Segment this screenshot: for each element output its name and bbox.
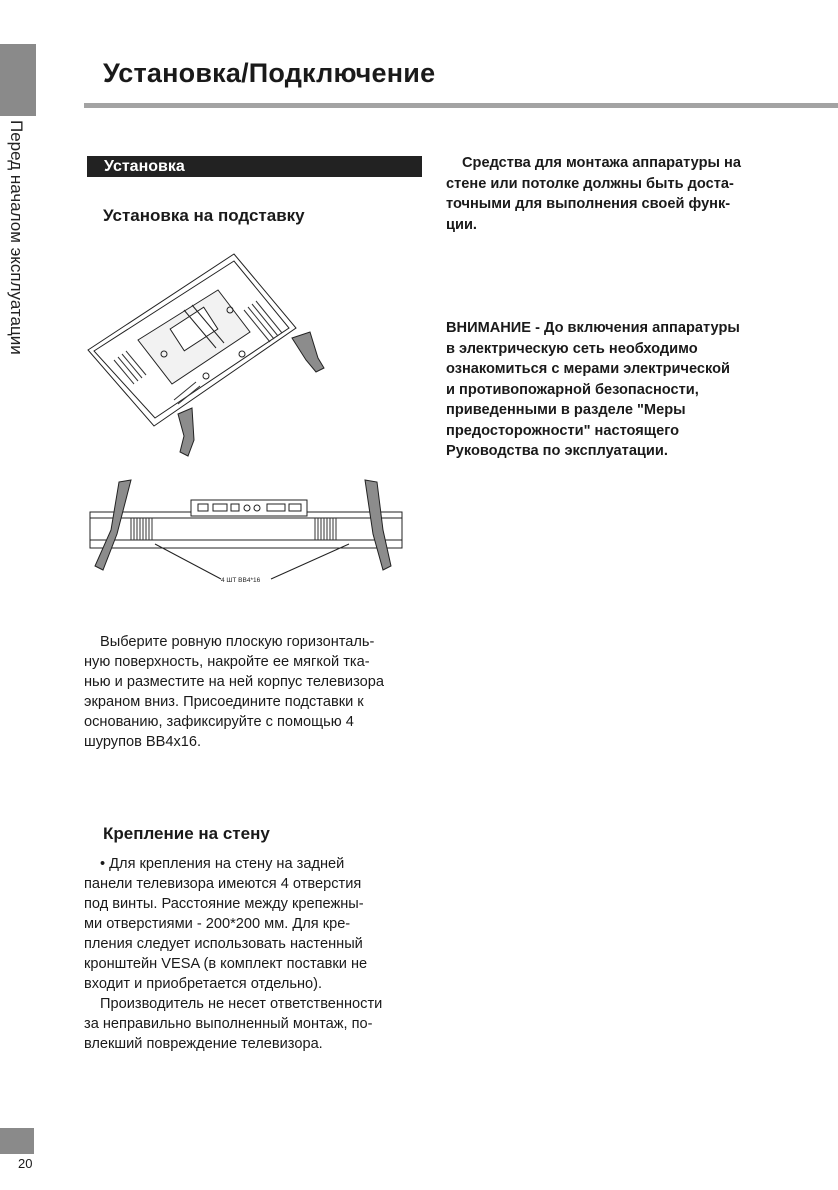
stand-instructions [84, 632, 424, 752]
mounting-note [446, 153, 786, 235]
stand-line: нью и разместите на ней корпус телевизора [84, 674, 384, 690]
tv-back-stand-illustration [84, 250, 334, 460]
section-label-installation: Установка [87, 156, 422, 177]
wall-line: под винты. Расстояние между крепежны- [84, 896, 364, 912]
warning-line: и противопожарной безопасности, [446, 381, 699, 398]
stand-line: шурупов BB4x16. [84, 734, 202, 750]
mount-note-line: Средства для монтажа аппаратуры на [462, 155, 741, 171]
stand-line: основанию, зафиксируйте с помощью 4 [84, 714, 354, 730]
wall-mount-heading: Крепление на стену [103, 824, 270, 843]
liability-line: Производитель не несет ответственности [100, 996, 383, 1012]
wall-line: • Для крепления на стену на задней [100, 856, 345, 872]
warning-line: в электрическую сеть необходимо [446, 340, 698, 357]
warning-line: ВНИМАНИЕ - До включения аппаратуры [446, 320, 740, 336]
warning-line: приведенными в разделе "Меры [446, 402, 686, 418]
stand-line: ную поверхность, накройте ее мягкой тка- [84, 654, 370, 670]
page-title: Установка/Подключение [103, 58, 436, 88]
stand-heading: Установка на подставку [103, 206, 305, 225]
stand-line: экраном вниз. Присоедините подставки к [84, 694, 364, 710]
warning-note [446, 318, 786, 462]
stand-line: Выберите ровную плоскую горизонталь- [100, 634, 375, 650]
screw-spec-label: 4 ШТ BB4*16 [221, 577, 261, 584]
side-tab-label: Перед началом эксплуатации [7, 120, 26, 355]
liability-line: влекший повреждение телевизора. [84, 1036, 323, 1052]
title-divider [84, 103, 838, 108]
tv-bottom-view-illustration [85, 478, 410, 590]
wall-mount-instructions [84, 854, 424, 1054]
wall-line: пления следует использовать настенный [84, 936, 363, 952]
wall-line: входит и приобретается отдельно). [84, 976, 323, 992]
mount-note-line: точными для выполнения своей функ- [446, 196, 731, 212]
mount-note-line: ции. [446, 216, 477, 233]
wall-line: панели телевизора имеются 4 отверстия [84, 876, 362, 892]
warning-line: Руководства по эксплуатации. [446, 443, 668, 459]
wall-line: ми отверстиями - 200*200 мм. Для кре- [84, 916, 351, 932]
page-number: 20 [18, 1156, 33, 1171]
warning-line: ознакомиться с мерами электрической [446, 361, 730, 377]
mount-note-line: стене или потолке должны быть доста- [446, 175, 734, 192]
side-tab-marker [0, 44, 36, 116]
warning-line: предосторожности" настоящего [446, 422, 680, 439]
page-number-tab [0, 1128, 34, 1154]
wall-line: кронштейн VESA (в комплект поставки не [84, 956, 368, 972]
liability-line: за неправильно выполненный монтаж, по- [84, 1016, 373, 1032]
